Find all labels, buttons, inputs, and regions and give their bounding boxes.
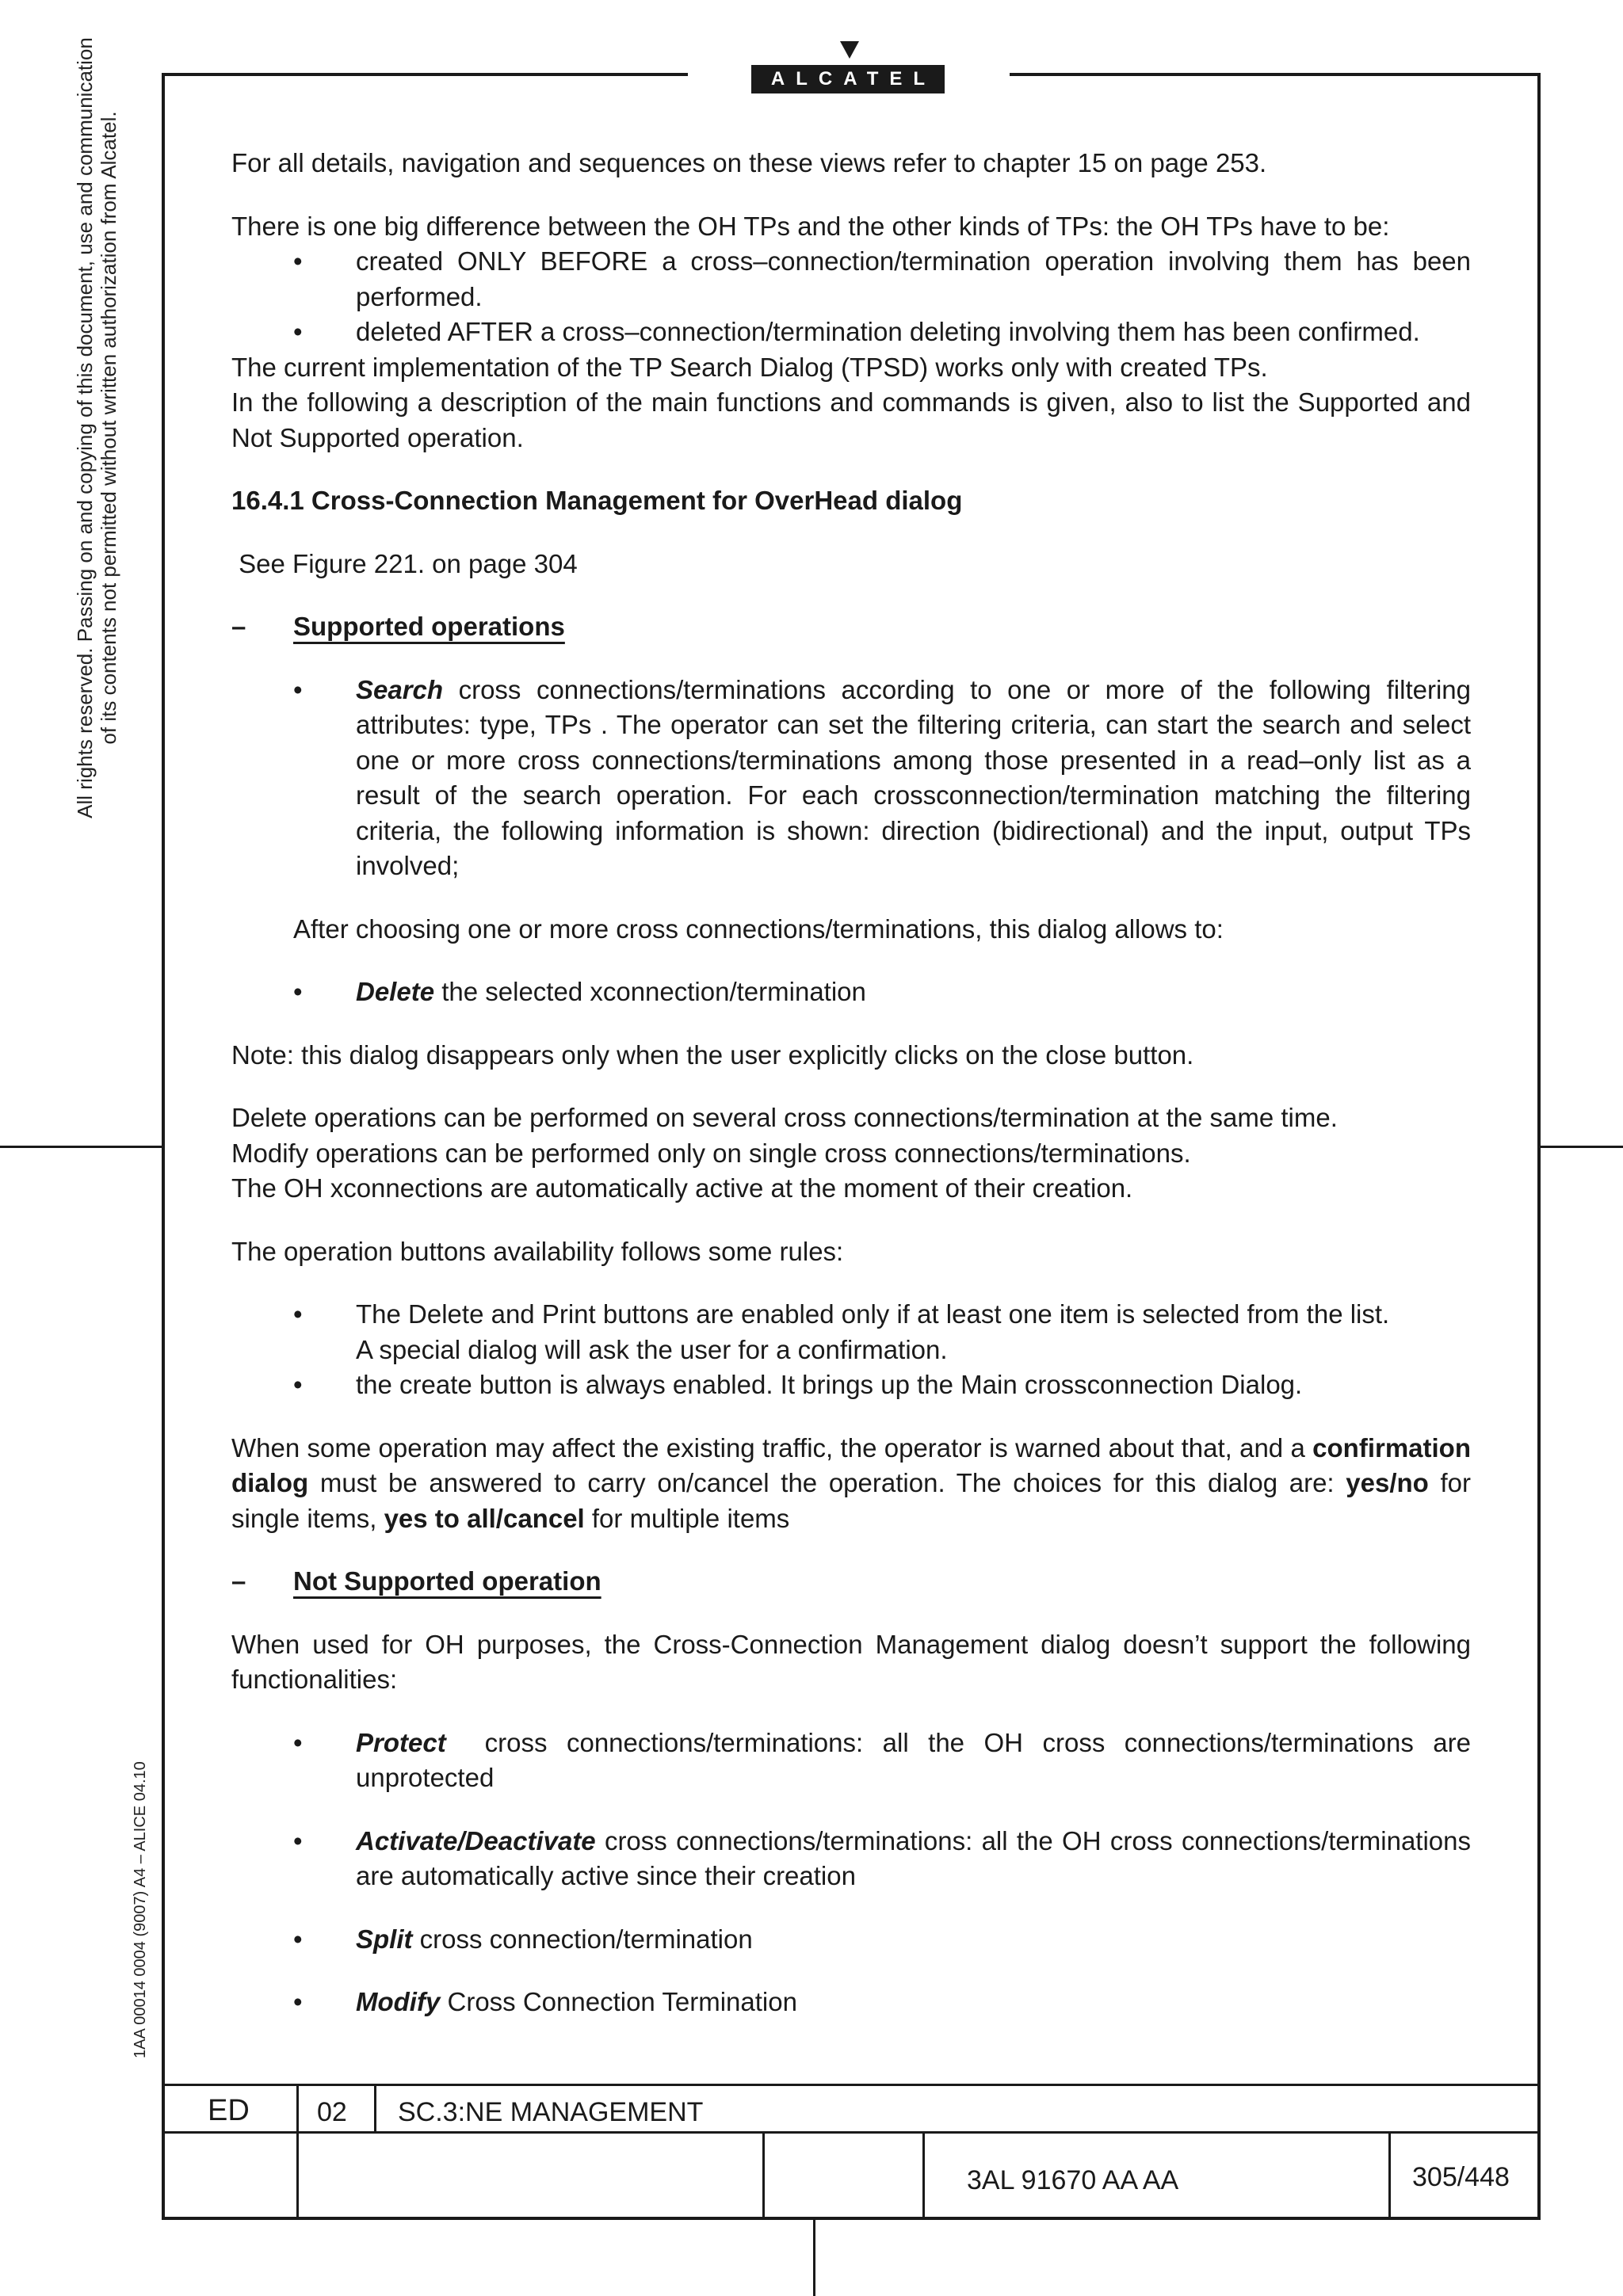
list-item: • Split cross connection/termination (231, 1922, 1471, 1958)
keyword: Search (356, 674, 444, 704)
supported-operations-heading: – Supported operations (231, 609, 1471, 645)
not-supported-heading: – Not Supported operation (231, 1564, 1471, 1600)
logo-triangle-icon (840, 41, 859, 59)
list-item: • the create button is always enabled. It brings up the Main crossconnection Dialog. (231, 1367, 1471, 1403)
footer-divider (922, 2131, 925, 2220)
alcatel-logo: ALCATEL (751, 65, 945, 93)
figure-reference: See Figure 221. on page 304 (231, 548, 578, 578)
footer-edition: 02 (317, 2097, 347, 2127)
list-item: • Activate/Deactivate cross connections/terminations: all the OH cross connections/terminations are automatically active since their creation (231, 1824, 1471, 1894)
paragraph: For all details, navigation and sequences on these views refer to chapter 15 on page 253. (231, 148, 1267, 177)
footer-doc-code: 3AL 91670 AA AA (967, 2165, 1179, 2195)
list-item: • deleted AFTER a cross–connection/termination deleting involving them has been confirmed. (231, 315, 1471, 350)
document-body (231, 146, 1479, 2048)
paragraph: Modify operations can be performed only on single cross connections/terminations. (231, 1138, 1191, 1168)
paragraph: The current implementation of the TP Search Dialog (TPSD) works only with created TPs. (231, 352, 1268, 382)
footer-mid-rule (162, 2131, 1541, 2134)
keyword: Activate/Deactivate (356, 1825, 596, 1855)
form-code: 1AA 00014 0004 (9007) A4 – ALICE 04.10 (132, 1761, 149, 2058)
copyright-notice: All rights reserved. Passing on and copying of this document, use and communication of its contents not permitted without written authorization from Alcatel. (73, 37, 120, 818)
footer-section: SC.3:NE MANAGEMENT (398, 2097, 704, 2127)
list-item: • Protect cross connections/terminations: all the OH cross connections/terminations are unprotected (231, 1726, 1471, 1796)
paragraph: In the following a description of the main functions and commands is given, also to list the Supported and Not Supported operation. (231, 387, 1471, 452)
keyword: Delete (356, 977, 435, 1006)
margin-mark-left (0, 1146, 162, 1148)
footer-divider (762, 2131, 765, 2220)
footer-divider (1388, 2131, 1391, 2220)
paragraph: There is one big difference between the OH TPs and the other kinds of TPs: the OH TPs have to be: (231, 211, 1390, 241)
footer-page-number: 305/448 (1412, 2162, 1510, 2192)
margin-mark-right (1541, 1146, 1623, 1148)
footer-divider (296, 2084, 299, 2220)
keyword: Split (356, 1924, 413, 1954)
paragraph: The operation buttons availability follows some rules: (231, 1236, 844, 1266)
paragraph: The OH xconnections are automatically active at the moment of their creation. (231, 1173, 1133, 1203)
paragraph: When used for OH purposes, the Cross-Connection Management dialog doesn’t support the following functionalities: (231, 1629, 1471, 1694)
list-item: • Modify Cross Connection Termination (231, 1985, 1471, 2020)
paragraph: Delete operations can be performed on several cross connections/termination at the same time. (231, 1103, 1338, 1132)
paragraph: After choosing one or more cross connections/terminations, this dialog allows to: (293, 913, 1224, 944)
note: Note: this dialog disappears only when the user explicitly clicks on the close button. (231, 1039, 1194, 1070)
list-item: • Search cross connections/terminations according to one or more of the following filtering attributes: type, TPs . The operator can set the filtering criteria, can start the search and select one or more cross connections/terminations among those presented in a read–only list as a result of the search operation. For each crossconnection/termination matching the filtering criteria, the following information is shown: direction (bidirectional) and the input, output TPs involved; (231, 673, 1471, 884)
list-item: • created ONLY BEFORE a cross–connection/termination operation involving them has been performed. (231, 244, 1471, 315)
keyword: Protect (356, 1727, 446, 1757)
footer-top-rule (162, 2084, 1541, 2086)
list-item: • Delete the selected xconnection/termination (231, 974, 1471, 1010)
paragraph: When some operation may affect the existing traffic, the operator is warned about that, and a confirmation dialog must be answered to carry on/cancel the operation. The choices for this dialog are: yes/no for single items, yes to all/cancel for multiple items (231, 1432, 1471, 1533)
footer-ed-label: ED (208, 2094, 250, 2127)
section-heading: 16.4.1 Cross-Connection Management for OverHead dialog (231, 486, 963, 515)
list-item: • The Delete and Print buttons are enabled only if at least one item is selected from the list. A special dialog will ask the user for a confirmation. (231, 1297, 1471, 1367)
footer-divider (374, 2084, 376, 2133)
keyword: Modify (356, 1987, 441, 2016)
bottom-center-mark (813, 2220, 815, 2296)
